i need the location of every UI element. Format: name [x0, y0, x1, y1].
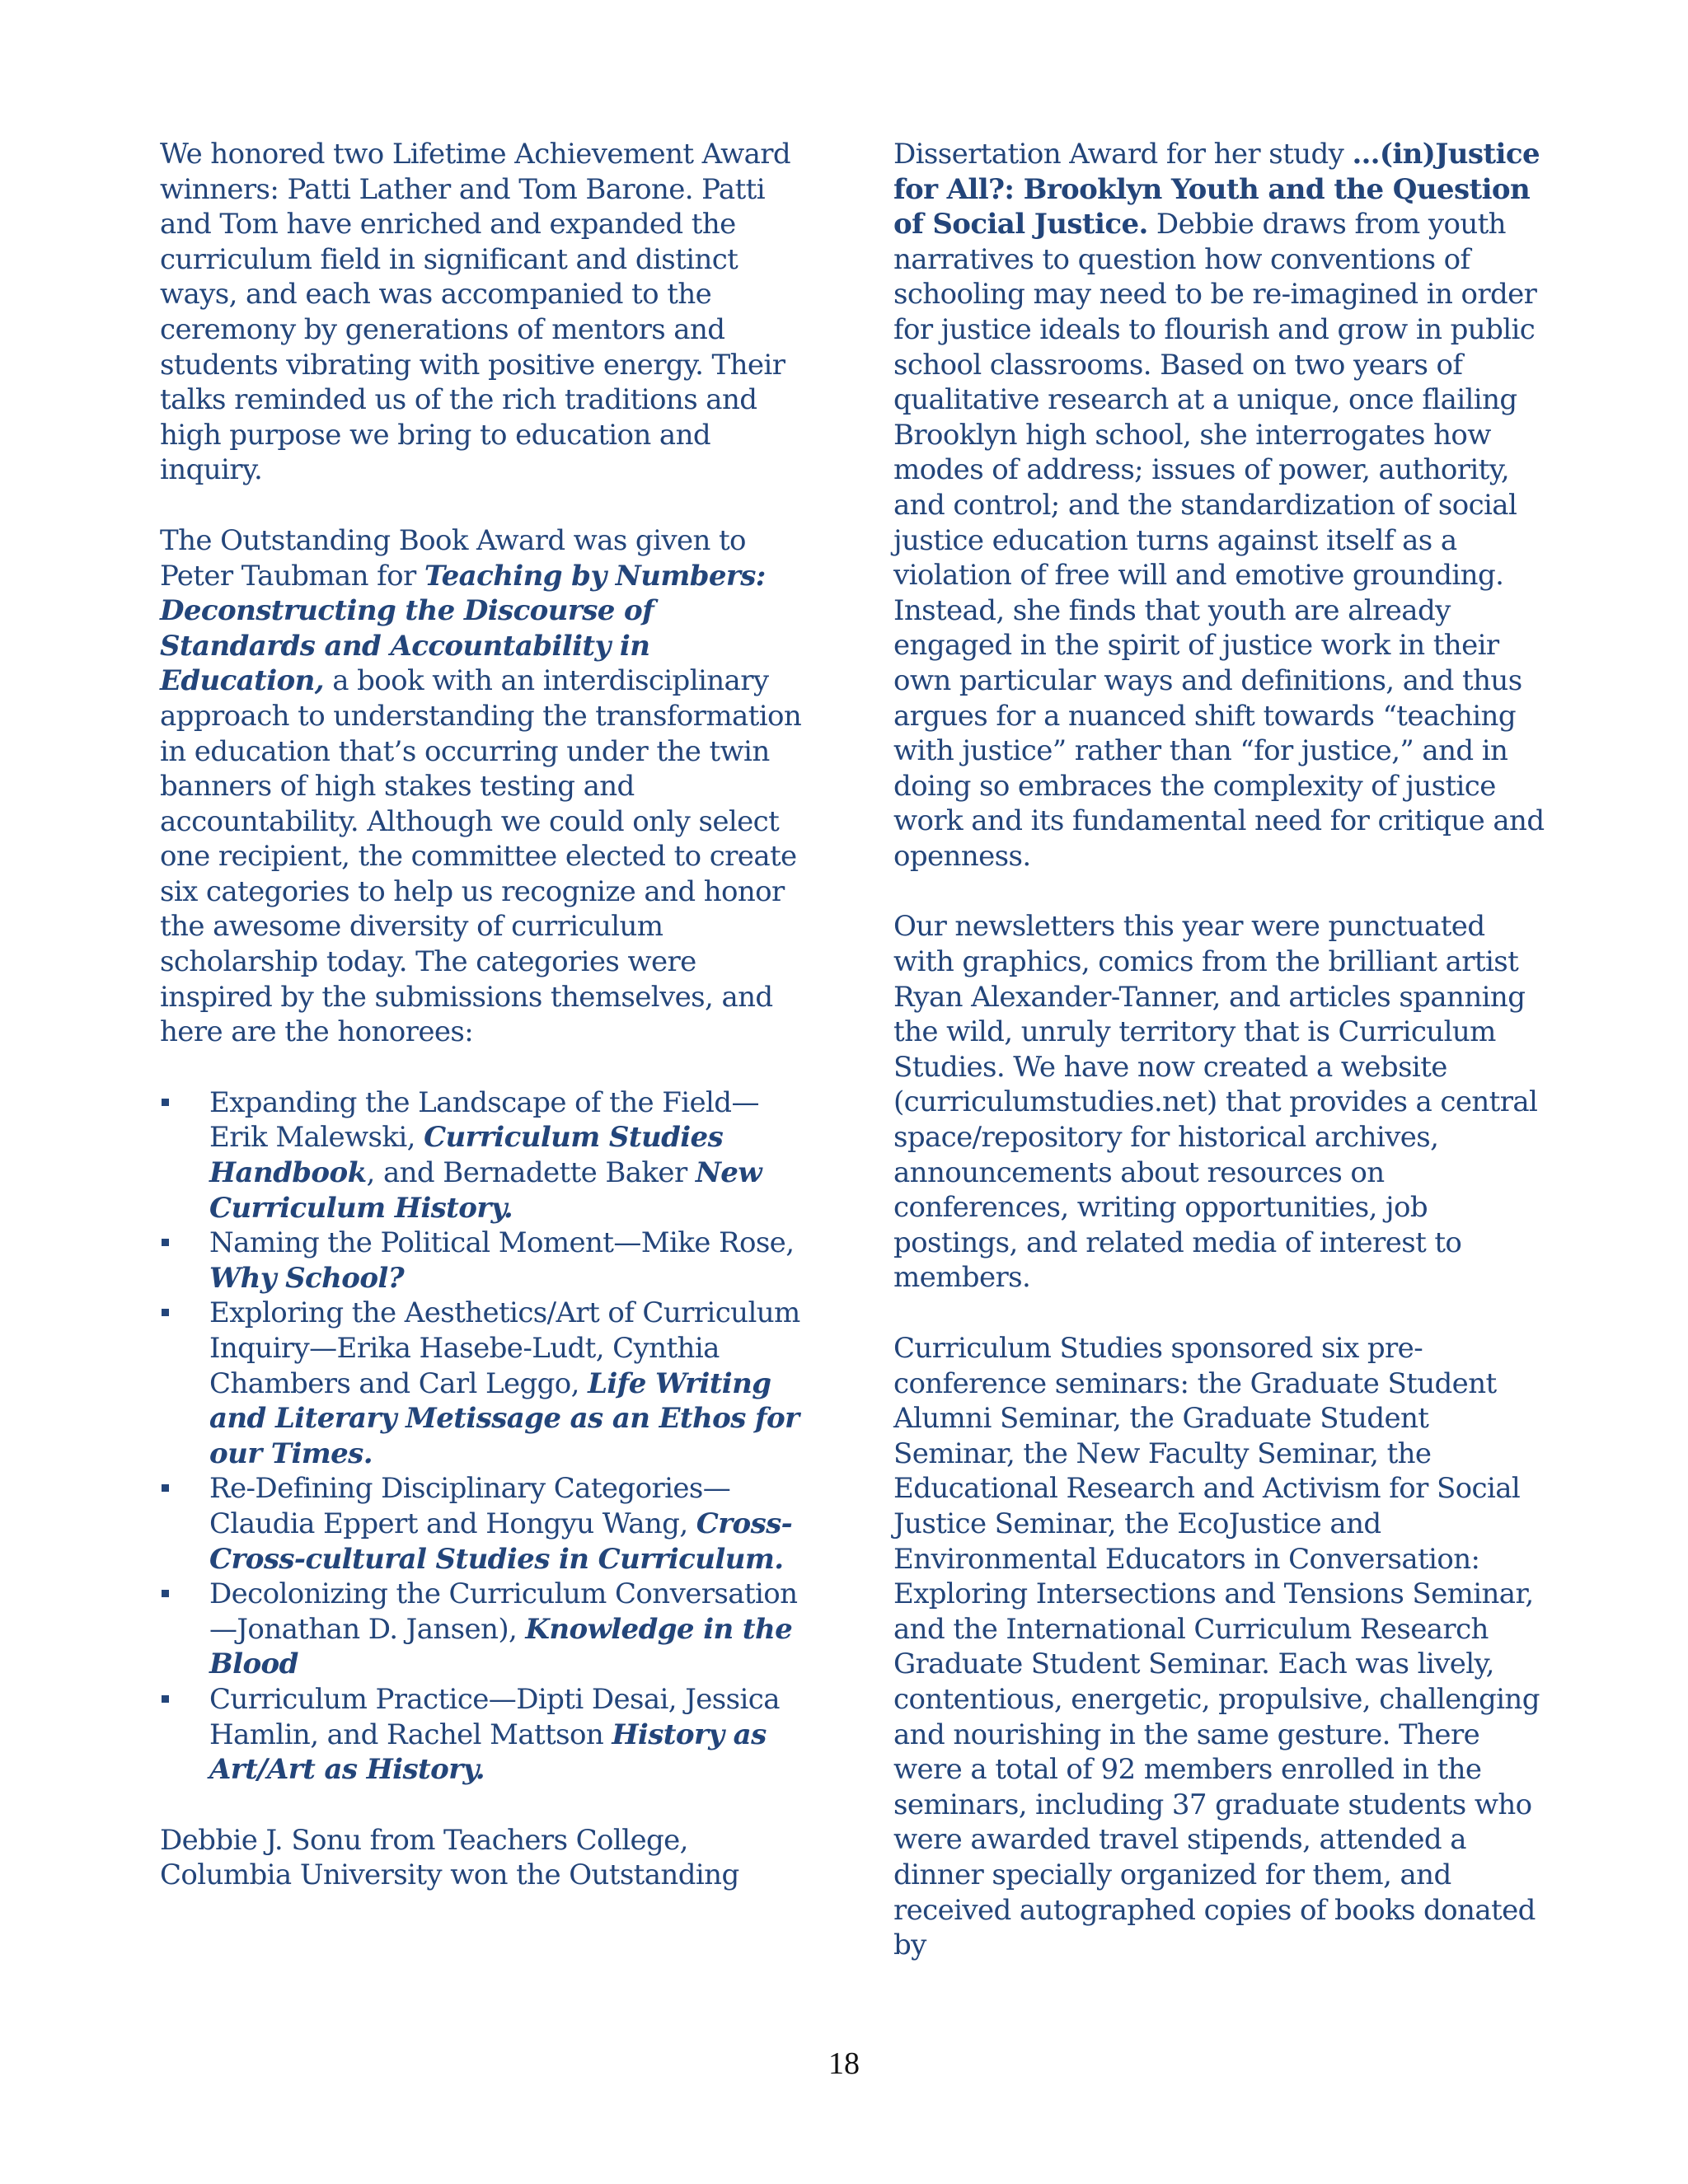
- honoree-title: Knowledge in the Blood: [209, 1612, 793, 1681]
- list-item: [160, 1296, 811, 1471]
- honoree-title: Cross- Cross-cultural Studies in Curriculum.: [209, 1507, 793, 1576]
- list-item: [160, 1577, 811, 1682]
- list-item: [160, 1085, 811, 1226]
- list-item: [160, 1226, 811, 1296]
- dissertation-award-intro: Debbie J. Sonu from Teachers College, Columbia University won the Outstanding: [160, 1823, 739, 1892]
- bullet-icon: [162, 1239, 169, 1246]
- dissertation-award-paragraph: [893, 137, 1545, 874]
- list-item: [160, 1682, 811, 1788]
- bullet-icon: [162, 1309, 169, 1316]
- bullet-icon: [162, 1695, 169, 1703]
- honoree-title: History as Art/Art as History.: [209, 1718, 767, 1787]
- honoree-text: Expanding the Landscape of the Field—Erik Malewski,: [209, 1085, 759, 1155]
- dissertation-text-start: Dissertation Award for her study: [893, 138, 1353, 171]
- lifetime-achievement-paragraph: We honored two Lifetime Achievement Award winners: Patti Lather and Tom Barone. Patti and Tom have enriched and expanded the curriculum field in significant and distinct ways, and each was accompanied to the ceremony by generations of mentors and students vibrating with positive energy. Their talks reminded us of the rich traditions and high purpose we bring to education and inquiry.: [160, 138, 791, 487]
- honoree-text: Naming the Political Moment—Mike Rose,: [209, 1226, 795, 1260]
- page-number: 18: [828, 2046, 860, 2081]
- honoree-title: New Curriculum History.: [209, 1156, 762, 1225]
- book-award-paragraph: [160, 523, 811, 1050]
- honorees-list: [160, 1085, 811, 1788]
- bullet-icon: [162, 1484, 169, 1492]
- honoree-title: Life Writing and Literary Metissage as an Ethos for our Times.: [209, 1366, 799, 1470]
- dissertation-title: …(in)Justice for All?: Brooklyn Youth and the Question of Social Justice.: [893, 138, 1540, 241]
- book-title: Teaching by Numbers: Deconstructing the Discourse of Standards and Accountability in Education,: [160, 559, 766, 698]
- book-award-text-start: The Outstanding Book Award was given to Peter Taubman for: [160, 523, 746, 593]
- honoree-text: Curriculum Practice—Dipti Desai, Jessica Hamlin, and Rachel Mattson: [209, 1682, 780, 1751]
- right-column: [893, 137, 1545, 1999]
- newsletter-paragraph: Our newsletters this year were punctuated with graphics, comics from the brilliant artist Ryan Alexander-Tanner, and articles spanning the wild, unruly territory that is Curriculum Studies. We have now created a website (curriculumstudies.net) that provides a central space/repository for historical archives, announcements about resources on conferences, writing opportunities, job postings, and related media of interest to members.: [893, 910, 1538, 1295]
- honoree-title: Why School?: [209, 1261, 405, 1295]
- honoree-text: Exploring the Aesthetics/Art of Curriculum Inquiry—Erika Hasebe-Ludt, Cynthia Chambers and Carl Leggo,: [209, 1296, 800, 1400]
- honoree-title: Curriculum Studies Handbook: [209, 1121, 724, 1190]
- honoree-text: Re-Defining Disciplinary Categories—Claudia Eppert and Hongyu Wang,: [209, 1472, 731, 1540]
- seminars-paragraph: Curriculum Studies sponsored six pre-conference seminars: the Graduate Student Alumni Seminar, the Graduate Student Seminar, the New Faculty Seminar, the Educational Research and Activism for Social Justice Seminar, the EcoJustice and Environmental Educators in Conversation: Exploring Intersections and Tensions Seminar, and the International Curriculum Research Graduate Student Seminar. Each was lively, contentious, energetic, propulsive, challenging and nourishing in the same gesture. There were a total of 92 members enrolled in the seminars, including 37 graduate students who were awarded travel stipends, attended a dinner specially organized for them, and received autographed copies of books donated by: [893, 1332, 1540, 1962]
- honoree-text: Decolonizing the Curriculum Conversation—Jonathan D. Jansen),: [209, 1577, 798, 1646]
- honoree-text: , and Bernadette Baker: [366, 1156, 696, 1190]
- left-column: [160, 137, 811, 1929]
- list-item: [160, 1471, 811, 1577]
- dissertation-text-end: Debbie draws from youth narratives to question how conventions of schooling may need to be re-imagined in order for justice ideals to flourish and grow in public school classrooms. Based on two years of qualitative research at a unique, once flailing Brooklyn high school, she interrogates how modes of address; issues of power, authority, and control; and the standardization of social justice education turns against itself as a violation of free will and emotive grounding. Instead, she finds that youth are already engaged in the spirit of justice work in their own particular ways and definitions, and thus argues for a nuanced shift towards “teaching with justice” rather than “for justice,” and in doing so embraces the complexity of justice work and its fundamental need for critique and openness.: [893, 208, 1545, 873]
- bullet-icon: [162, 1099, 169, 1106]
- book-award-text-end: a book with an interdisciplinary approach to understanding the transformation in education that’s occurring under the twin banners of high stakes testing and accountability. Although we could only select one recipient, the committee elected to create six categories to help us recognize and honor the awesome diversity of curriculum scholarship today. The categories were inspired by the submissions themselves, and here are the honorees:: [160, 664, 802, 1049]
- bullet-icon: [162, 1590, 169, 1597]
